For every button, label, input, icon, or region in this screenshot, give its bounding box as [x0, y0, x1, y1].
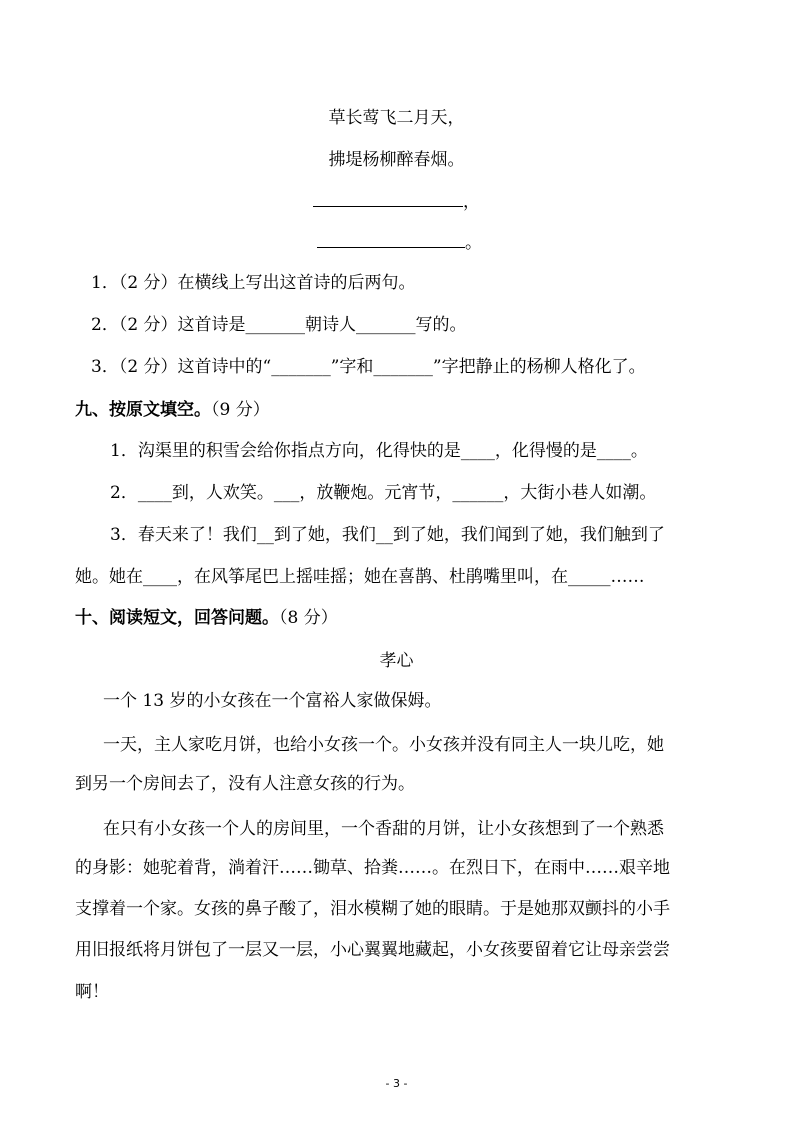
passage-line: 在只有小女孩一个人的房间里，一个香甜的月饼，让小女孩想到了一个熟悉	[103, 819, 664, 839]
q8-item-1: 1．（2 分）在横线上写出这首诗的后两句。	[91, 273, 416, 293]
passage-line: 到另一个房间去了，没有人注意女孩的行为。	[75, 774, 415, 794]
q8-item-2: 2．（2 分）这首诗是_______朝诗人_______写的。	[91, 315, 467, 335]
q9-item-3: 3．春天来了！我们__到了她，我们__到了她，我们闻到了她，我们触到了	[110, 525, 665, 545]
q9-heading	[75, 399, 270, 421]
poem-punctuation: 。	[465, 233, 482, 253]
q9-heading-score: （9 分）	[211, 400, 270, 420]
poem-line-2: 拂堤杨柳醉春烟。	[328, 150, 465, 170]
page-number: - 3 -	[385, 1077, 408, 1090]
answer-blank	[313, 190, 463, 207]
passage-title: 孝心	[379, 651, 414, 671]
passage-line: 啊！	[75, 982, 109, 1002]
q10-heading-title: 十、阅读短文，回答问题。	[75, 608, 279, 628]
q9-heading-title: 九、按原文填空。	[75, 400, 211, 420]
poem-line-1: 草长莺飞二月天，	[328, 108, 465, 128]
q9-item-3-cont: 她。她在____，在风筝尾巴上摇哇摇；她在喜鹊、杜鹃嘴里叫，在_____……	[75, 567, 645, 587]
passage-line: 的身影：她驼着背，淌着汗……锄草、拾粪……。在烈日下，在雨中……艰辛地	[75, 858, 670, 878]
q10-heading-score: （8 分）	[279, 608, 338, 628]
q9-item-1: 1．沟渠里的积雪会给你指点方向，化得快的是____，化得慢的是____。	[110, 441, 648, 461]
passage-line: 一天，主人家吃月饼，也给小女孩一个。小女孩并没有同主人一块儿吃，她	[103, 735, 664, 755]
passage-line: 一个 13 岁的小女孩在一个富裕人家做保姆。	[103, 691, 442, 711]
passage-line: 用旧报纸将月饼包了一层又一层，小心翼翼地藏起，小女孩要留着它让母亲尝尝	[75, 940, 670, 960]
q10-heading	[75, 607, 338, 629]
answer-blank	[317, 231, 465, 248]
q8-item-3: 3．（2 分）这首诗中的“_______”字和_______”字把静止的杨柳人格化了。	[91, 357, 646, 377]
poem-line-3	[313, 190, 480, 213]
q9-item-2: 2．____到，人欢笑。___，放鞭炮。元宵节，______，大街小巷人如潮。	[110, 483, 657, 503]
poem-line-4	[317, 231, 482, 254]
passage-line: 支撑着一个家。女孩的鼻子酸了，泪水模糊了她的眼睛。于是她那双颤抖的小手	[75, 899, 670, 919]
poem-punctuation: ，	[463, 192, 480, 212]
